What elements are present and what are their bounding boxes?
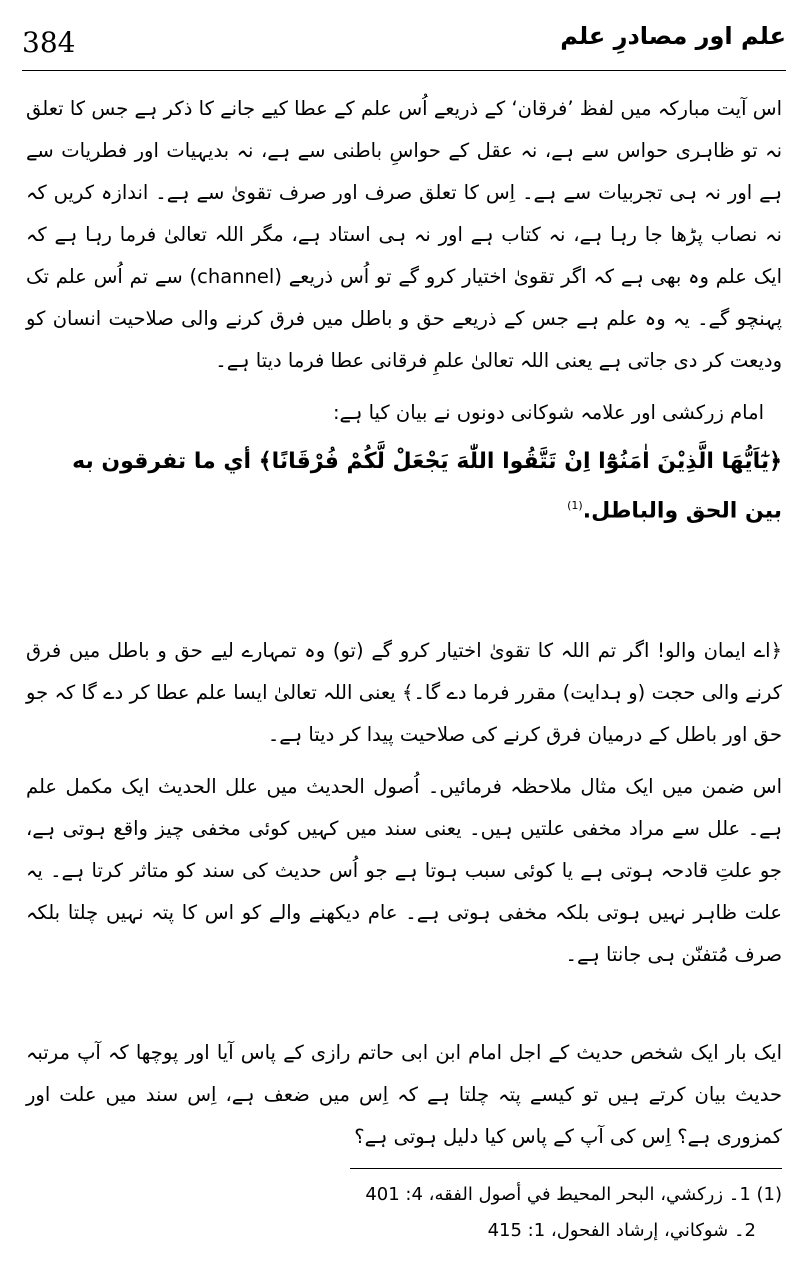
footnote-1: (1) 1۔ زرکشي، البحر المحيط في أصول الفقه، 4: 401 (365, 1184, 782, 1205)
arabic-quote (38, 440, 782, 533)
header-rule (22, 70, 786, 71)
arabic-quote-text: ﴿يٰٓاَيُّهَا الَّذِيْنَ اٰمَنُوْٓا اِنْ تَتَّقُوا اللّٰهَ يَجْعَلْ لَّكُمْ فُرْقَانًا﴾ أي ما تفرقون به بين الحق والباطل. (72, 449, 782, 524)
footnote-reference: (1) (567, 499, 583, 512)
footnote-2: 2۔ شوكاني، إرشاد الفحول، 1: 415 (487, 1220, 756, 1241)
footnote-rule (350, 1168, 782, 1169)
page-header (22, 22, 786, 70)
page-number: 384 (22, 26, 76, 59)
paragraph-ilal-hadith: اس ضمن میں ایک مثال ملاحظہ فرمائیں۔ اُصول الحدیث میں علل الحدیث ایک مکمل علم ہے۔ علل سے مراد مخفی علتیں ہیں۔ یعنی سند میں کہیں کوئی مخفی چیز واقع ہوتی ہے، جو علتِ قادحہ ہوتی ہے یا کوئی سبب ہوتا ہے جو اُس حدیث کی سند کو متاثر کرتا ہے۔ یہ علت ظاہر نہیں ہوتی بلکہ مخفی ہوتی ہے۔ عام دیکھنے والے کو اس کا پتہ نہیں چلتا بلکہ صرف مُتفنّن ہی جانتا ہے۔ (26, 775, 782, 966)
paragraph-imams-statement: امام زرکشی اور علامہ شوکانی دونوں نے بیان کیا ہے: (332, 401, 764, 424)
paragraph-ibn-abi-hatim: ایک بار ایک شخص حدیث کے اجل امام ابن ابی حاتم رازی کے پاس آیا اور پوچھا کہ آپ مرتبہ حدیث بیان کرتے ہیں تو کیسے پتہ چلتا ہے کہ اِس میں ضعف ہے، اِس سند میں علت اور کمزوری ہے؟ اِس کی آپ کے پاس کیا دلیل ہوتی ہے؟ (26, 1041, 782, 1148)
paragraph-farqan: اس آیت مبارکہ میں لفظ ’فرقان‘ کے ذریعے اُس علم کے عطا کیے جانے کا ذکر ہے جس کا تعلق نہ تو ظاہری حواس سے ہے، نہ عقل کے حواسِ باطنی سے ہے، نہ بدیہیات اور فطریات سے ہے اور نہ ہی تجربیات سے ہے۔ اِس کا تعلق صرف اور صرف تقویٰ سے ہے۔ اندازہ کریں کہ نہ نصاب پڑھا جا رہا ہے، نہ کتاب ہے اور نہ ہی استاد ہے، مگر اللہ تعالیٰ فرما رہا ہے کہ ایک علم وہ بھی ہے کہ اگر تقویٰ اختیار کرو گے تو اُس ذریعے (channel) سے تم اُس علم تک پہنچو گے۔ یہ وہ علم ہے جس کے ذریعے حق و باطل میں فرق کرنے والی صلاحیت انسان کو ودیعت کر دی جاتی ہے یعنی اللہ تعالیٰ علمِ فرقانی عطا فرما دیتا ہے۔ (26, 97, 782, 372)
running-title: علم اور مصادرِ علم (560, 22, 786, 50)
quote-translation: ﴿اے ایمان والو! اگر تم اللہ کا تقویٰ اختیار کرو گے (تو) وہ تمہارے لیے حق و باطل میں فرق کرنے والی حجت (و ہدایت) مقرر فرما دے گا۔﴾ یعنی اللہ تعالیٰ ایسا علم عطا کر دے گا کہ جو حق اور باطل کے درمیان فرق کرنے کی صلاحیت پیدا کر دیتا ہے۔ (26, 639, 782, 746)
